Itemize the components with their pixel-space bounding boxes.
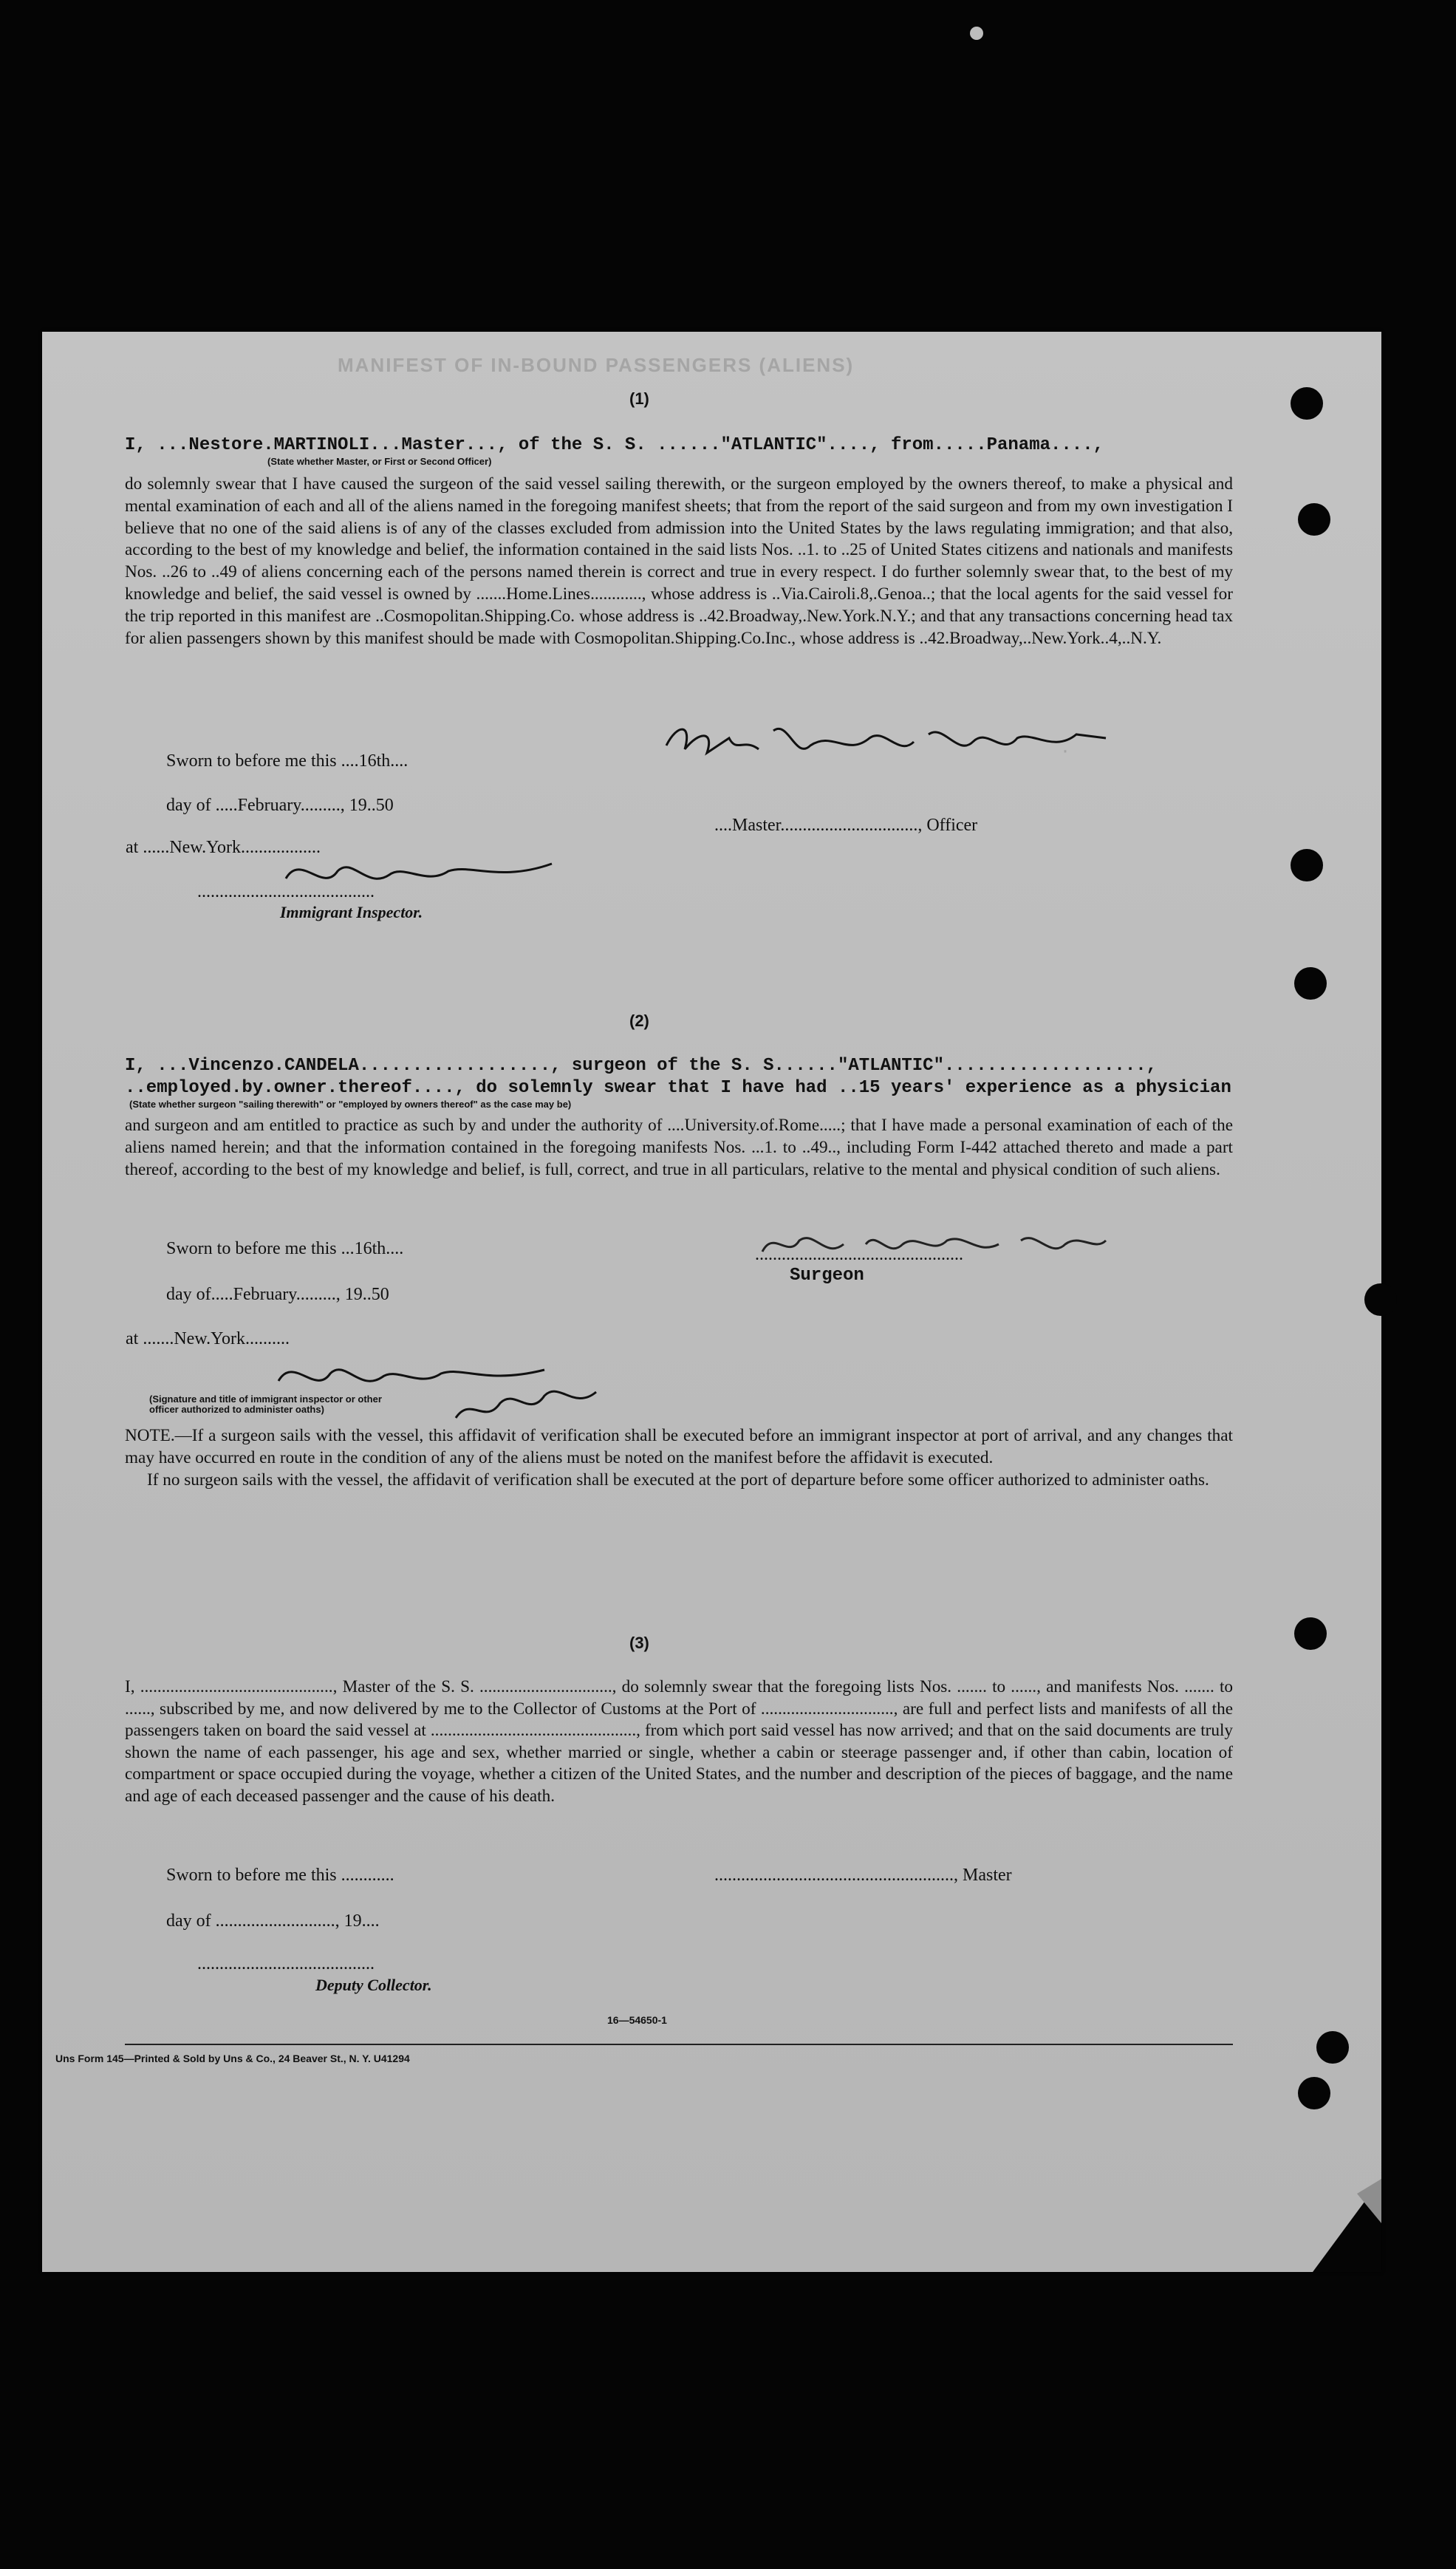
punch-hole [1298, 503, 1330, 536]
printer-line: Uns Form 145—Printed & Sold by Uns & Co., 24 Beaver St., N. Y. U41294 [55, 2053, 410, 2064]
section2-inspector-caption-text: (Signature and title of immigrant inspector or other officer authorized to administer oaths) [149, 1393, 382, 1415]
section3-collector-dots: ........................................ [197, 1954, 375, 1973]
section2-sworn: Sworn to before me this ...16th.... [166, 1239, 404, 1258]
punch-hole [1294, 967, 1327, 1000]
manifest-page [42, 332, 1381, 2272]
section2-note2: If no surgeon sails with the vessel, the affidavit of verification shall be executed at the port of departure before some officer authorized to administer oaths. [147, 1470, 1209, 1490]
section2-line1 [125, 1054, 1233, 1077]
punch-hole [1294, 1617, 1327, 1650]
section2-number: (2) [629, 1011, 649, 1030]
section1-day: day of .....February........., 19..50 [166, 796, 394, 815]
faded-header: MANIFEST OF IN-BOUND PASSENGERS (ALIENS) [338, 354, 855, 376]
section2-line2 [125, 1077, 1233, 1099]
section2-at: at .......New.York.......... [126, 1329, 290, 1348]
section2-sub-caption: (State whether surgeon "sailing therewith" or "employed by owners thereof" as the case may be) [129, 1099, 572, 1110]
footer-rule [125, 2044, 1233, 2045]
section1-master-line: ....Master..............................., Officer [714, 816, 978, 835]
section2-body: and surgeon and am entitled to practice as such by and under the authority of ....University.of.Rome.....; that I have made a personal examination of each of the aliens named herein; and that the information contained in the foregoing manifests Nos. ...1. to ..49.., including Form I-442 attached thereto and made a part thereof, according to the best of my knowledge and belief, is full, correct, and true in all particulars, relative to the mental and physical condition of such aliens. [125, 1116, 1233, 1179]
punch-hole [1291, 387, 1323, 420]
section1-body: do solemnly swear that I have caused the surgeon of the said vessel sailing therewith, or the surgeon employed by the owners thereof, to make a physical and mental examination of each and all of the aliens named in the foregoing manifest sheets; that from the report of the said surgeon and from my own investigation I believe that no one of the said aliens is of any of the classes excluded from admission into the United States by the laws regulating immigration; and that also, according to the best of my knowledge and belief, the information contained in the said lists Nos. ..1. to ..25 of United States citizens and nationals and manifests Nos. ..26 to ..49 of aliens concerning each of the persons named therein is correct and true in every respect. I do further solemnly swear that, to the best of my knowledge and belief, the said vessel is owned by .......Home.Lines............, whose address is ..Via.Cairoli.8,.Genoa..; that the local agents for the said vessel for the trip reported in this manifest are ..Cosmopolitan.Shipping.Co. whose address is ..42.Broadway,.New.York.N.Y.; and that any transactions concerning head tax for alien passengers shown by this manifest should be made with Cosmopolitan.Shipping.Co.Inc., whose address is ..42.Broadway,..New.York..4,..N.Y. [125, 474, 1233, 648]
section3-collector: Deputy Collector. [315, 1976, 432, 1994]
punch-hole [1298, 2077, 1330, 2109]
scan-speck [970, 27, 983, 40]
punch-hole [1291, 849, 1323, 881]
section2-inspector-caption [149, 1394, 393, 1415]
surgeon-label: Surgeon [790, 1266, 864, 1286]
section2-opening: I, ...Vincenzo.CANDELA.................., surgeon of the S. S......"ATLANTIC"..................., [125, 1056, 1158, 1076]
section3-number: (3) [629, 1634, 649, 1652]
section1-inspector-title: Immigrant Inspector. [280, 903, 423, 921]
section2-note [125, 1425, 1233, 1491]
section1-inspector-dots: ........................................ [197, 882, 375, 901]
master-signature [663, 716, 1121, 768]
section1-line1 [125, 434, 1233, 457]
margin-mark: · [1062, 738, 1069, 762]
section1-opening: I, ...Nestore.MARTINOLI...Master..., of the S. S. ......"ATLANTIC"...., from.....Panama...., [125, 435, 1104, 455]
section1-number: (1) [629, 389, 649, 408]
section2-employment: ..employed.by.owner.thereof...., do solemnly swear that I have had ..15 years' experience as a physician [125, 1078, 1231, 1098]
form-code: 16—54650-1 [607, 2014, 667, 2026]
section3-body: I, ............................................., Master of the S. S. ..............................., do solemnly swear that the foregoing lists Nos. ....... to ......, and manifests Nos. ....... to ......, subscribed by me, and now delivered by me to the Collector of Customs at the Port of ..............................., are full and perfect lists and manifests of all the passengers taken on board the said vessel at ................................................, from which port said vessel has now arrived; and that on the said documents are truly shown the name of each passenger, his age and sex, whether married or single, whether a cabin or steerage passenger and, if other than cabin, location of compartment or space occupied during the voyage, whether a citizen of the United States, and the number and description of the pieces of baggage, and the name and age of each deceased passenger and the cause of his death. [125, 1677, 1233, 1806]
section1-at: at ......New.York.................. [126, 838, 321, 857]
section3-sworn: Sworn to before me this ............ [166, 1866, 394, 1885]
section1-sworn: Sworn to before me this ....16th.... [166, 751, 409, 771]
section3-day: day of ..........................., 19.... [166, 1911, 380, 1931]
section2-note1: NOTE.—If a surgeon sails with the vessel, this affidavit of verification shall be executed before an immigrant inspector at port of arrival, and any changes that may have occurred en route in the condition of any of the aliens must be noted on the manifest before the affidavit is executed. [125, 1426, 1233, 1467]
section2-day: day of.....February........., 19..50 [166, 1285, 389, 1304]
punch-hole [1316, 2031, 1349, 2064]
punch-hole [1364, 1283, 1397, 1316]
corner-fold [1313, 2179, 1381, 2272]
surgeon-dots: ............................................... [755, 1245, 963, 1264]
section1-sub-caption: (State whether Master, or First or Second Officer) [267, 456, 492, 467]
section3-master-line: ......................................................, Master [714, 1866, 1012, 1885]
inspector-signature-2 [264, 1351, 604, 1433]
